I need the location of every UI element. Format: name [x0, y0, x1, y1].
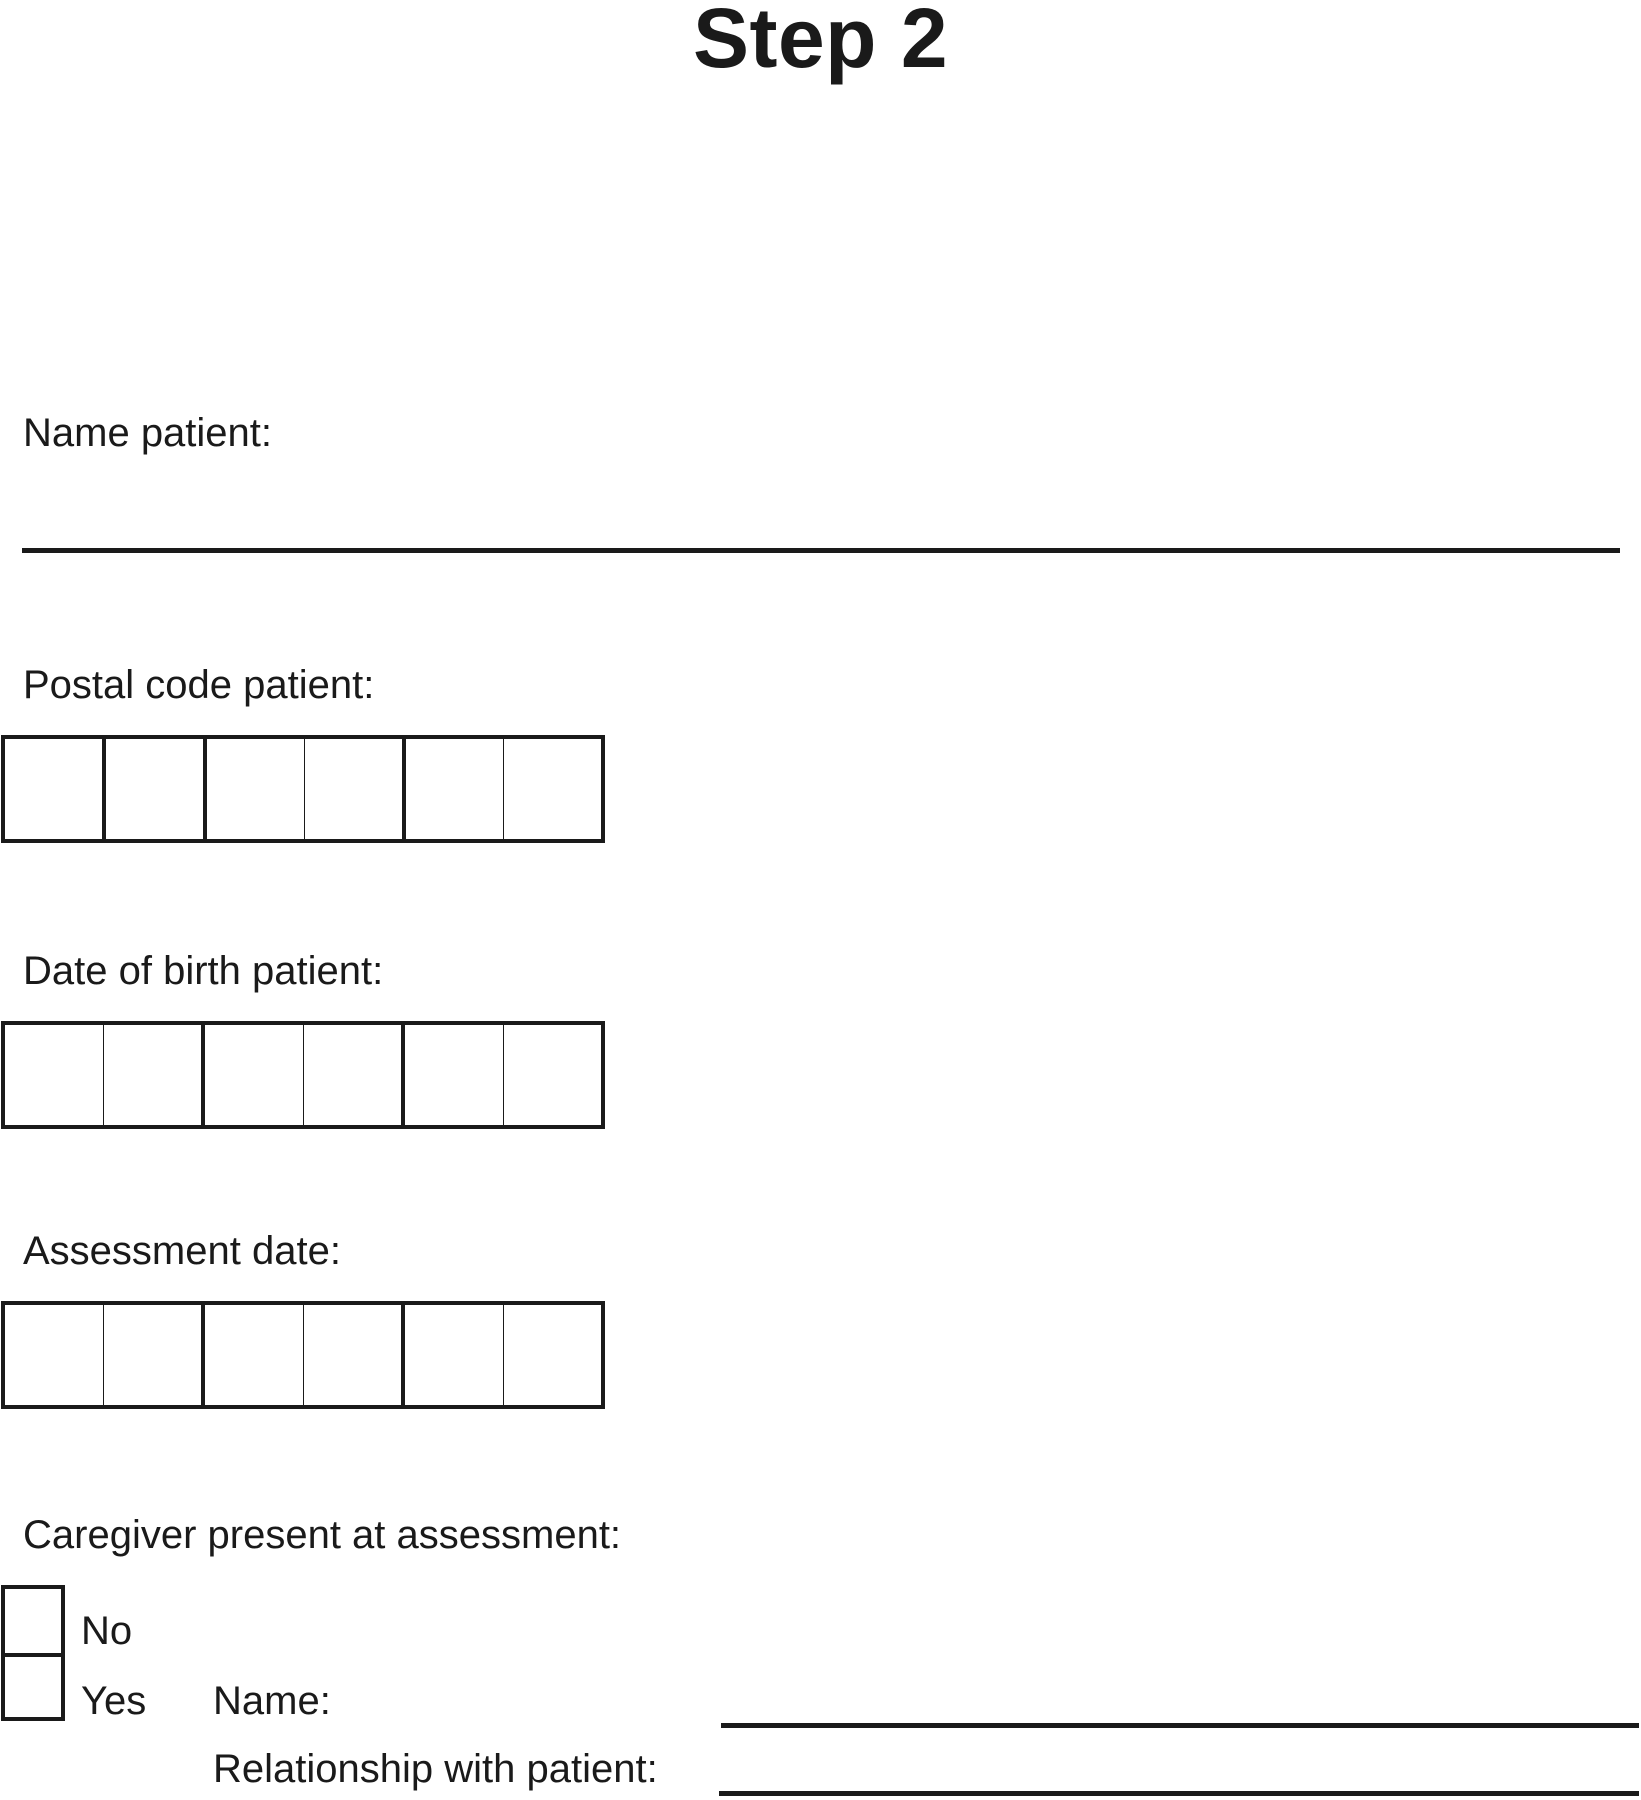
assessment-date-box[interactable] [5, 1305, 103, 1405]
postal-code-box[interactable] [402, 739, 503, 839]
assessment-date-boxes [1, 1301, 605, 1409]
relationship-field[interactable] [719, 1791, 1639, 1796]
date-of-birth-box[interactable] [103, 1025, 202, 1125]
caregiver-yes-label: Yes [81, 1679, 147, 1723]
assessment-date-box[interactable] [503, 1305, 602, 1405]
caregiver-no-label: No [81, 1609, 133, 1653]
postal-code-boxes [1, 735, 605, 843]
assessment-date-box[interactable] [201, 1305, 303, 1405]
postal-code-box[interactable] [503, 739, 601, 839]
caregiver-yes-checkbox[interactable] [5, 1653, 61, 1717]
caregiver-label: Caregiver present at assessment: [23, 1513, 622, 1557]
postal-code-box[interactable] [102, 739, 203, 839]
assessment-date-box[interactable] [401, 1305, 503, 1405]
name-patient-field[interactable] [22, 548, 1620, 553]
caregiver-checkboxes [1, 1585, 65, 1721]
date-of-birth-box[interactable] [401, 1025, 503, 1125]
postal-code-box[interactable] [304, 739, 402, 839]
date-of-birth-box[interactable] [303, 1025, 402, 1125]
date-of-birth-label: Date of birth patient: [23, 949, 384, 993]
relationship-label: Relationship with patient: [213, 1747, 658, 1791]
postal-code-box[interactable] [203, 739, 304, 839]
assessment-date-box[interactable] [303, 1305, 402, 1405]
caregiver-name-label: Name: [213, 1679, 331, 1723]
postal-code-label: Postal code patient: [23, 663, 375, 707]
page-title: Step 2 [692, 0, 949, 85]
assessment-date-label: Assessment date: [23, 1229, 341, 1273]
caregiver-no-checkbox[interactable] [5, 1589, 61, 1653]
postal-code-box[interactable] [5, 739, 102, 839]
assessment-date-box[interactable] [103, 1305, 202, 1405]
name-patient-label: Name patient: [23, 411, 273, 455]
date-of-birth-box[interactable] [201, 1025, 303, 1125]
date-of-birth-boxes [1, 1021, 605, 1129]
caregiver-name-field[interactable] [721, 1723, 1639, 1728]
date-of-birth-box[interactable] [503, 1025, 602, 1125]
date-of-birth-box[interactable] [5, 1025, 103, 1125]
